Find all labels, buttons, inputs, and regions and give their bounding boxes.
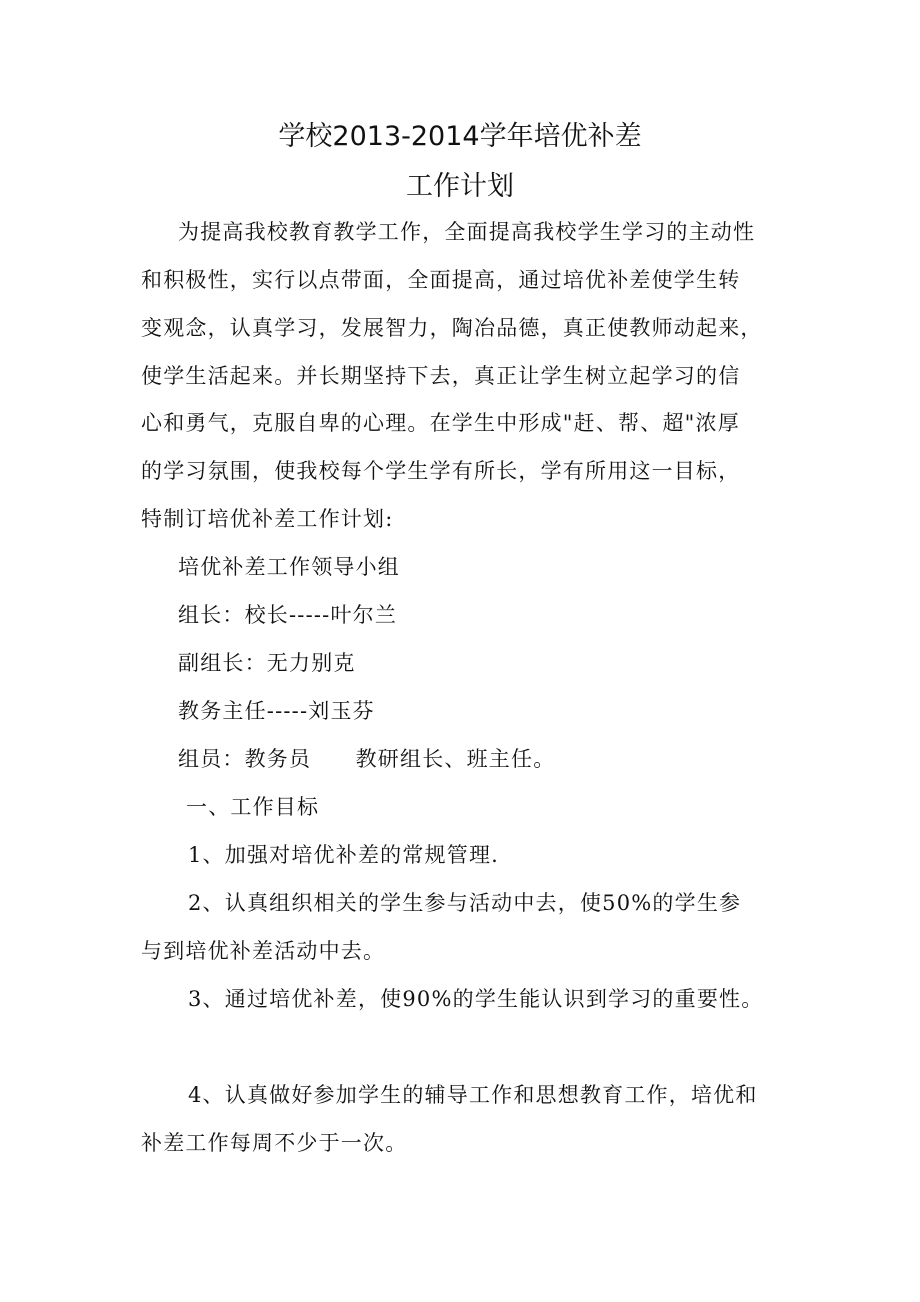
goal-item-2-line1: 2、认真组织相关的学生参与活动中去，使50%的学生参 xyxy=(188,891,742,915)
goal-item-1: 1、加强对培优补差的常规管理. xyxy=(188,843,500,867)
goal-item-3: 3、通过培优补差，使90%的学生能认识到学习的重要性。 xyxy=(188,987,764,1011)
goal-item-4-line1: 4、认真做好参加学生的辅导工作和思想教育工作，培优和 xyxy=(188,1083,758,1107)
group-heading: 培优补差工作领导小组 xyxy=(178,555,400,579)
intro-line-4: 使学生活起来。并长期坚持下去，真正让学生树立起学习的信 xyxy=(141,364,741,388)
intro-line-5: 心和勇气，克服自卑的心理。在学生中形成"赶、帮、超"浓厚 xyxy=(141,411,740,435)
document-title-line1: 学校2013-2014学年培优补差 xyxy=(278,121,642,152)
goal-item-4-line2: 补差工作每周不少于一次。 xyxy=(141,1131,408,1155)
intro-line-7: 特制订培优补差工作计划: xyxy=(141,507,394,531)
section-heading: 一、工作目标 xyxy=(186,795,320,819)
group-leader: 组长：校长-----叶尔兰 xyxy=(178,603,398,627)
intro-line-3: 变观念，认真学习，发展智力，陶冶品德，真正使教师动起来， xyxy=(141,316,763,340)
goal-item-2-line2: 与到培优补差活动中去。 xyxy=(141,939,386,963)
group-members: 组员：教务员 教研组长、班主任。 xyxy=(178,747,556,771)
intro-line-1: 为提高我校教育教学工作，全面提高我校学生学习的主动性 xyxy=(178,220,756,244)
group-director: 教务主任-----刘玉芬 xyxy=(178,699,375,723)
intro-line-6: 的学习氛围，使我校每个学生学有所长，学有所用这一目标， xyxy=(141,459,741,483)
group-vice-leader: 副组长：无力别克 xyxy=(178,651,356,675)
document-title-line2: 工作计划 xyxy=(406,171,514,202)
intro-line-2: 和积极性，实行以点带面，全面提高，通过培优补差使学生转 xyxy=(141,268,741,292)
